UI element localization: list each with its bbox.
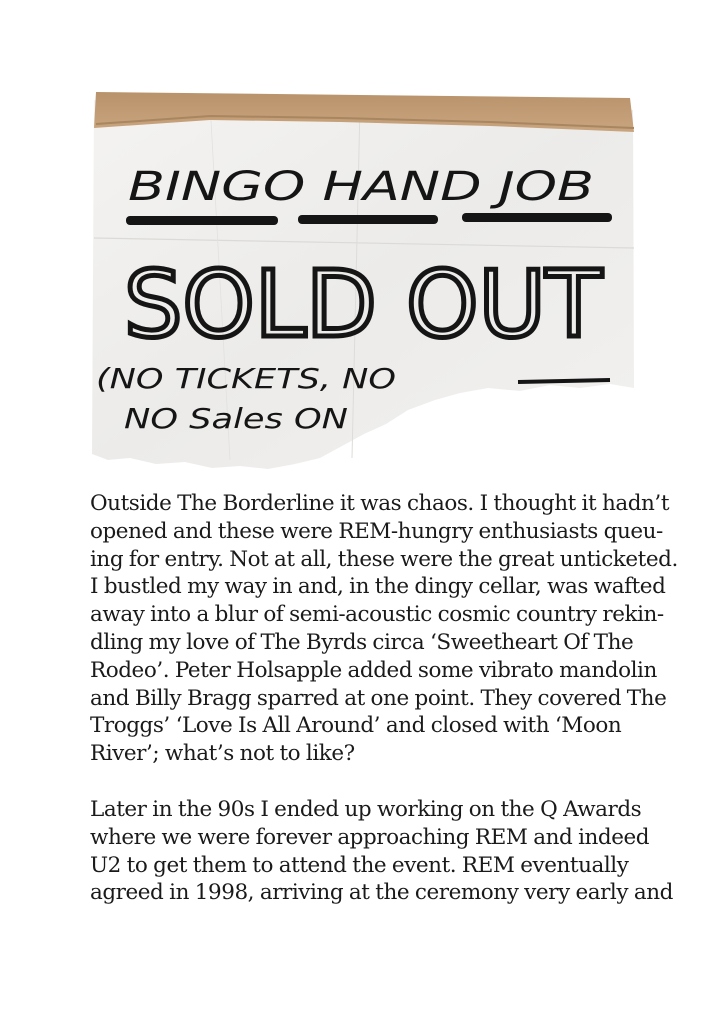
text-line: Rodeo’. Peter Holsapple added some vibrato mandolin — [90, 657, 657, 683]
paragraph-2 — [90, 796, 673, 907]
text-line: where we were forever approaching REM and indeed — [90, 824, 650, 850]
underline-dash-3 — [462, 213, 612, 222]
paragraph-1 — [90, 490, 678, 768]
article-body — [90, 490, 678, 907]
text-line: U2 to get them to attend the event. REM eventually — [90, 852, 629, 878]
sign-line-1: BINGO HAND JOB — [128, 164, 594, 210]
text-line: away into a blur of semi-acoustic cosmic country rekin- — [90, 602, 664, 628]
text-line: agreed in 1998, arriving at the ceremony very early and — [90, 880, 673, 906]
torn-paper-sign — [90, 88, 636, 470]
text-line: Outside The Borderline it was chaos. I thought it hadn’t — [90, 491, 670, 516]
text-line: and Billy Bragg sparred at one point. They covered The — [90, 685, 667, 711]
underline-dash-1 — [126, 216, 278, 225]
text-line: I bustled my way in and, in the dingy cellar, was wafted — [90, 574, 666, 600]
paragraph-gap — [90, 768, 642, 796]
sign-line-2: SOLD OUT — [124, 251, 603, 358]
text-line: Later in the 90s I ended up working on the Q Awards — [90, 796, 642, 822]
sold-out-sign-photo — [90, 88, 636, 470]
sign-line-3: (NO TICKETS, NO — [96, 362, 396, 395]
underline-dash-2 — [298, 215, 438, 224]
text-line: opened and these were REM-hungry enthusiasts queu- — [90, 518, 663, 544]
text-line: ing for entry. Not at all, these were the great unticketed. — [90, 546, 678, 572]
text-line: Troggs’ ‘Love Is All Around’ and closed with ‘Moon — [90, 713, 622, 739]
sign-line-4: NO Sales ON — [124, 402, 349, 435]
text-line: River’; what’s not to like? — [90, 741, 355, 767]
text-line: dling my love of The Byrds circa ‘Sweetheart Of The — [90, 629, 634, 655]
